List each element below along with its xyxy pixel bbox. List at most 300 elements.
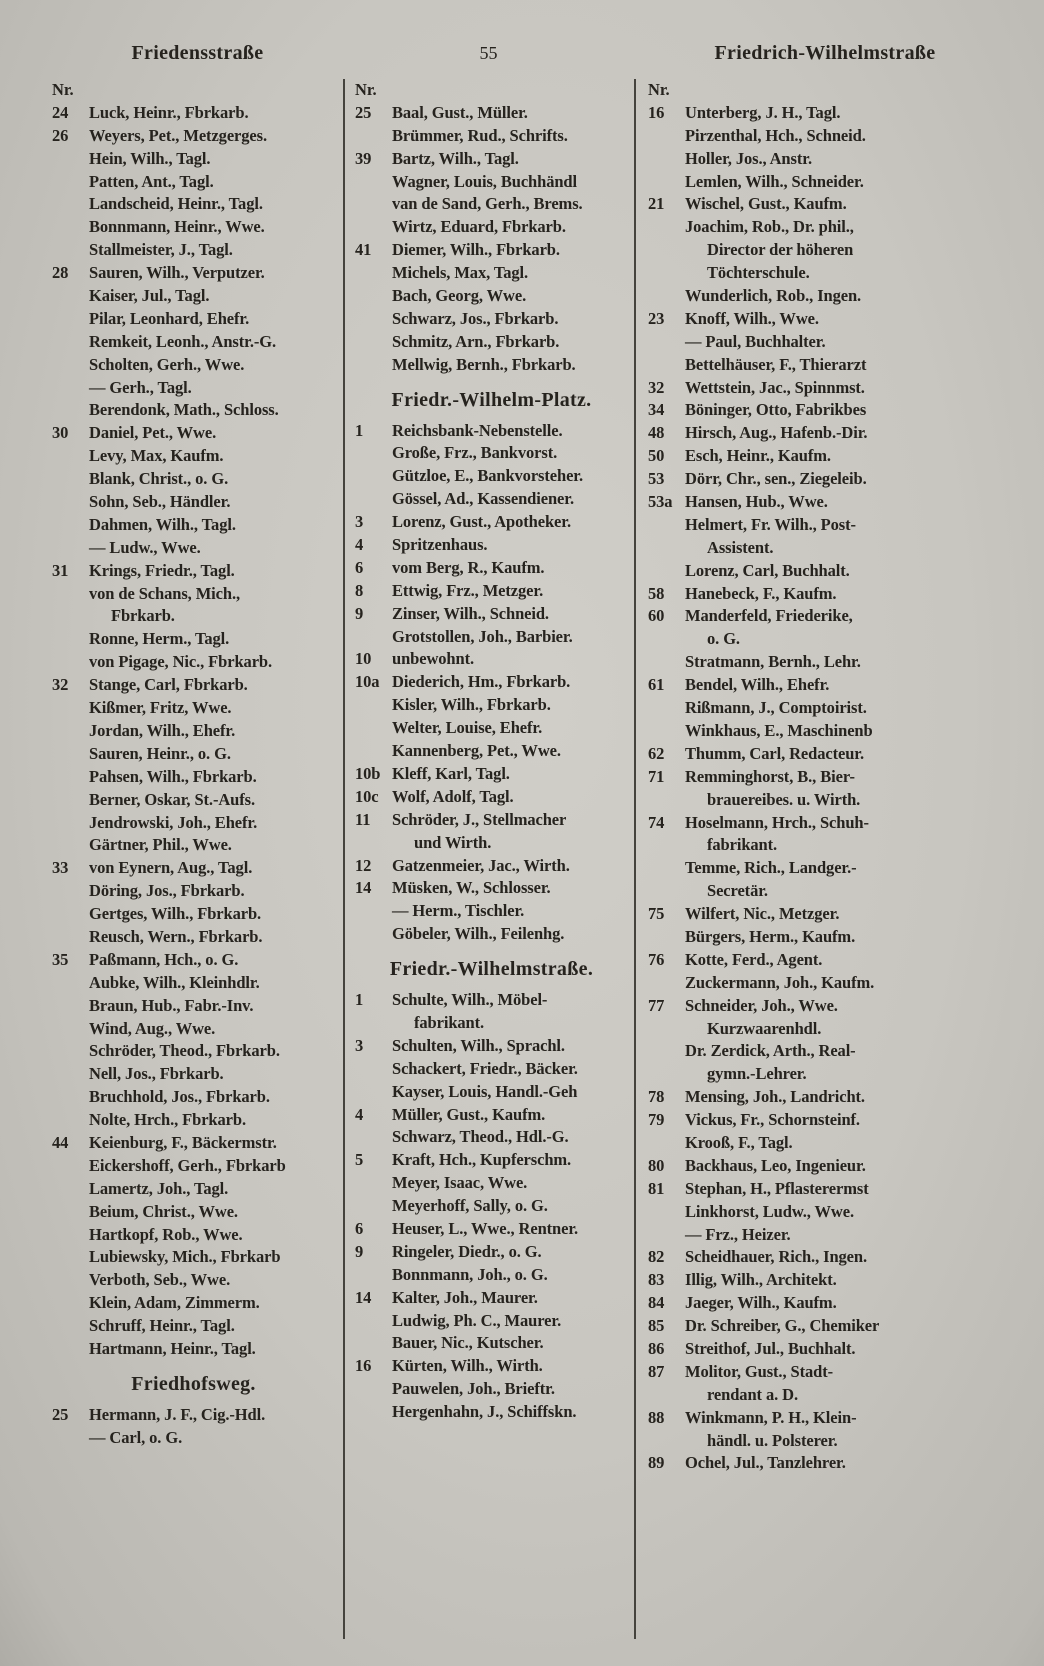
- directory-entry-continuation: [52, 995, 335, 1018]
- entry-text: Braun, Hub., Fabr.-Inv.: [89, 995, 254, 1015]
- house-number: 58: [648, 583, 665, 603]
- directory-entry-continuation: [355, 171, 628, 194]
- house-number: 1: [355, 420, 364, 440]
- house-number: 25: [355, 102, 372, 122]
- directory-entry: [648, 422, 1016, 445]
- entry-text: — Carl, o. G.: [89, 1427, 183, 1447]
- entry-text: Manderfeld, Friederike,: [685, 606, 853, 626]
- entry-text: Hartmann, Heinr., Tagl.: [89, 1338, 256, 1358]
- directory-entry-continuation: [648, 216, 1016, 239]
- directory-entry: [648, 193, 1016, 216]
- directory-entry-continuation: [52, 239, 335, 262]
- directory-entry-continuation: [355, 442, 628, 465]
- column-head: Nr.: [355, 80, 377, 99]
- entry-text: Wolf, Adolf, Tagl.: [392, 786, 514, 806]
- entry-text: Gützloe, E., Bankvorsteher.: [392, 466, 584, 486]
- directory-entry-continuation: [355, 694, 628, 717]
- entry-text: Ringeler, Diedr., o. G.: [392, 1241, 542, 1261]
- entry-text: Temme, Rich., Landger.-: [685, 858, 857, 878]
- entry-text: van de Sand, Gerh., Brems.: [392, 194, 583, 214]
- entry-text: Assistent.: [707, 537, 774, 557]
- directory-entry-wrap: [648, 1063, 1016, 1086]
- entry-text: Kisler, Wilh., Fbrkarb.: [392, 695, 551, 715]
- entry-text: Gertges, Wilh., Fbrkarb.: [89, 904, 262, 924]
- directory-entry-continuation: [355, 193, 628, 216]
- directory-entry-continuation: [648, 972, 1016, 995]
- directory-entry: [355, 1287, 628, 1310]
- entry-text: Grotstollen, Joh., Barbier.: [392, 626, 573, 646]
- directory-entry-continuation: [648, 125, 1016, 148]
- entry-text: Stephan, H., Pflasterermst: [685, 1178, 869, 1198]
- directory-entry: [648, 468, 1016, 491]
- entry-text: unbewohnt.: [392, 649, 474, 669]
- house-number: 25: [52, 1404, 69, 1424]
- entry-text: Illig, Wilh., Architekt.: [685, 1270, 837, 1290]
- directory-entry-continuation: [355, 740, 628, 763]
- entry-text: Schmitz, Arn., Fbrkarb.: [392, 331, 560, 351]
- directory-entry-continuation: [52, 399, 335, 422]
- entry-text: Krooß, F., Tagl.: [685, 1132, 793, 1152]
- house-number: 88: [648, 1407, 665, 1427]
- house-number: 85: [648, 1316, 665, 1336]
- entry-text: Wischel, Gust., Kaufm.: [685, 194, 847, 214]
- entry-text: Lamertz, Joh., Tagl.: [89, 1178, 229, 1198]
- entry-text: Knoff, Wilh., Wwe.: [685, 308, 819, 328]
- directory-entry-continuation: [355, 262, 628, 285]
- entry-text: Keienburg, F., Bäckermstr.: [89, 1132, 277, 1152]
- entry-text: Müsken, W., Schlosser.: [392, 878, 551, 898]
- entry-text: Blank, Christ., o. G.: [89, 469, 229, 489]
- directory-entry-continuation: [52, 628, 335, 651]
- directory-entry-continuation: [355, 717, 628, 740]
- directory-entry: [355, 557, 628, 580]
- entry-text: Pauwelen, Joh., Brieftr.: [392, 1379, 555, 1399]
- directory-entry-continuation: [355, 488, 628, 511]
- entry-text: Hanebeck, F., Kaufm.: [685, 583, 837, 603]
- directory-entry: [52, 560, 335, 583]
- entry-text: Luck, Heinr., Fbrkarb.: [89, 102, 249, 122]
- directory-entry-continuation: [52, 468, 335, 491]
- entry-text: Baal, Gust., Müller.: [392, 102, 528, 122]
- entry-text: Holler, Jos., Anstr.: [685, 148, 812, 168]
- entry-text: Eickershoff, Gerh., Fbrkarb: [89, 1155, 286, 1175]
- directory-entry: [648, 1155, 1016, 1178]
- entry-text: Kaiser, Jul., Tagl.: [89, 286, 210, 306]
- directory-entry-continuation: [355, 216, 628, 239]
- directory-entry-continuation: [52, 903, 335, 926]
- entry-text: Hergenhahn, J., Schiffskn.: [392, 1402, 577, 1422]
- column-head: Nr.: [648, 80, 670, 99]
- entry-text: von Pigage, Nic., Fbrkarb.: [89, 652, 273, 672]
- house-number: 30: [52, 423, 69, 443]
- entry-text: Patten, Ant., Tagl.: [89, 171, 214, 191]
- house-number: 75: [648, 904, 665, 924]
- house-number: 14: [355, 878, 372, 898]
- entry-text: o. G.: [707, 629, 740, 649]
- directory-entry-continuation: [52, 1109, 335, 1132]
- entry-text: Kleff, Karl, Tagl.: [392, 763, 510, 783]
- entry-text: Mellwig, Bernh., Fbrkarb.: [392, 354, 576, 374]
- entry-text: Dahmen, Wilh., Tagl.: [89, 514, 236, 534]
- house-number: 87: [648, 1361, 665, 1381]
- entry-text: Hein, Wilh., Tagl.: [89, 148, 211, 168]
- entry-text: Wind, Aug., Wwe.: [89, 1018, 216, 1038]
- directory-entry: [648, 903, 1016, 926]
- entry-text: Gössel, Ad., Kassendiener.: [392, 489, 574, 509]
- entry-text: Kalter, Joh., Maurer.: [392, 1287, 538, 1307]
- entry-text: Reichsbank-Nebenstelle.: [392, 420, 563, 440]
- directory-entry-continuation: [52, 697, 335, 720]
- directory-entry-continuation: [355, 1195, 628, 1218]
- directory-entry: [355, 102, 628, 125]
- entry-text: Heuser, L., Wwe., Rentner.: [392, 1218, 579, 1238]
- directory-entry: [648, 812, 1016, 835]
- entry-text: Hirsch, Aug., Hafenb.-Dir.: [685, 423, 868, 443]
- house-number: 80: [648, 1155, 665, 1175]
- house-number: 76: [648, 949, 665, 969]
- entry-text: Brümmer, Rud., Schrifts.: [392, 125, 568, 145]
- entry-text: gymn.-Lehrer.: [707, 1064, 807, 1084]
- entry-text: Sauren, Wilh., Verputzer.: [89, 263, 265, 283]
- directory-entry-continuation: [355, 1310, 628, 1333]
- entry-text: Helmert, Fr. Wilh., Post-: [685, 514, 856, 534]
- directory-column: [634, 79, 1016, 1639]
- entry-text: — Gerh., Tagl.: [89, 377, 192, 397]
- directory-entry-continuation: [52, 331, 335, 354]
- house-number: 4: [355, 1104, 364, 1124]
- section-header: Friedr.-Wilhelm-Platz.: [391, 388, 592, 411]
- entry-text: Winkhaus, E., Maschinenb: [685, 720, 873, 740]
- directory-entry: [355, 809, 628, 832]
- house-number: 77: [648, 995, 665, 1015]
- directory-entry: [355, 1104, 628, 1127]
- directory-entry-continuation: [355, 354, 628, 377]
- directory-entry-continuation: [52, 1086, 335, 1109]
- directory-entry-continuation: [648, 171, 1016, 194]
- entry-text: Remminghorst, B., Bier-: [685, 766, 855, 786]
- entry-text: Aubke, Wilh., Kleinhdlr.: [89, 972, 260, 992]
- entry-text: Lorenz, Gust., Apotheker.: [392, 512, 572, 532]
- entry-text: Sauren, Heinr., o. G.: [89, 743, 231, 763]
- entry-text: Göbeler, Wilh., Feilenhg.: [392, 924, 565, 944]
- entry-text: Lubiewsky, Mich., Fbrkarb: [89, 1247, 281, 1267]
- column-head: Nr.: [52, 80, 74, 99]
- entry-text: Molitor, Gust., Stadt-: [685, 1361, 833, 1381]
- section-header: Friedhofsweg.: [131, 1372, 256, 1395]
- directory-entry: [648, 1246, 1016, 1269]
- directory-entry: [648, 1178, 1016, 1201]
- entry-text: Jordan, Wilh., Ehefr.: [89, 720, 236, 740]
- house-number: 9: [355, 603, 364, 623]
- directory-entry: [355, 603, 628, 626]
- entry-text: Große, Frz., Bankvorst.: [392, 443, 558, 463]
- entry-text: Wagner, Louis, Buchhändl: [392, 171, 577, 191]
- directory-entry-continuation: [52, 1018, 335, 1041]
- entry-text: Ettwig, Frz., Metzger.: [392, 580, 544, 600]
- directory-entry: [648, 491, 1016, 514]
- house-number: 82: [648, 1247, 665, 1267]
- directory-entry-continuation: [52, 834, 335, 857]
- entry-text: von Eynern, Aug., Tagl.: [89, 858, 253, 878]
- directory-entry: [355, 671, 628, 694]
- entry-text: Verboth, Seb., Wwe.: [89, 1270, 231, 1290]
- directory-entry-wrap: [355, 1012, 628, 1035]
- house-number: 32: [648, 377, 665, 397]
- directory-entry-continuation: [52, 766, 335, 789]
- directory-entry: [355, 1241, 628, 1264]
- house-number: 24: [52, 102, 69, 122]
- entry-text: — Frz., Heizer.: [685, 1224, 791, 1244]
- house-number: 35: [52, 949, 69, 969]
- house-number: 84: [648, 1293, 665, 1313]
- entry-text: Beium, Christ., Wwe.: [89, 1201, 238, 1221]
- house-number: 71: [648, 766, 665, 786]
- directory-entry: [52, 422, 335, 445]
- entry-text: vom Berg, R., Kaufm.: [392, 557, 545, 577]
- directory-column: [343, 79, 634, 1639]
- entry-text: Scheidhauer, Rich., Ingen.: [685, 1247, 867, 1267]
- entry-text: Schwarz, Jos., Fbrkarb.: [392, 308, 559, 328]
- house-number: 16: [355, 1356, 372, 1376]
- directory-entry: [648, 399, 1016, 422]
- directory-entry: [648, 1109, 1016, 1132]
- entry-text: Gärtner, Phil., Wwe.: [89, 835, 232, 855]
- directory-entry-continuation: [648, 857, 1016, 880]
- directory-columns: [52, 79, 1016, 1639]
- directory-column: [52, 79, 343, 1639]
- entry-text: Mensing, Joh., Landricht.: [685, 1087, 865, 1107]
- house-number: 86: [648, 1338, 665, 1358]
- entry-text: Döring, Jos., Fbrkarb.: [89, 881, 245, 901]
- directory-entry-continuation: [648, 697, 1016, 720]
- directory-entry: [355, 420, 628, 443]
- entry-text: Schneider, Joh., Wwe.: [685, 995, 838, 1015]
- directory-entry-continuation: [648, 1132, 1016, 1155]
- directory-entry: [355, 534, 628, 557]
- directory-entry-continuation: [52, 880, 335, 903]
- directory-entry: [355, 239, 628, 262]
- house-number: 23: [648, 308, 665, 328]
- entry-text: Kürten, Wilh., Wirth.: [392, 1356, 543, 1376]
- house-number: 79: [648, 1110, 665, 1130]
- directory-entry-continuation: [52, 1246, 335, 1269]
- house-number: 6: [355, 1218, 364, 1238]
- directory-entry: [52, 1132, 335, 1155]
- entry-text: fabrikant.: [707, 835, 778, 855]
- entry-text: Hoselmann, Hrch., Schuh-: [685, 812, 869, 832]
- entry-text: Director der höheren: [707, 240, 854, 260]
- house-number: 10a: [355, 672, 380, 692]
- directory-entry-wrap: [648, 262, 1016, 285]
- entry-text: Daniel, Pet., Wwe.: [89, 423, 217, 443]
- directory-entry-continuation: [52, 193, 335, 216]
- directory-entry-continuation: [52, 743, 335, 766]
- house-number: 44: [52, 1132, 69, 1152]
- directory-entry-continuation: [648, 514, 1016, 537]
- directory-entry-continuation: [355, 923, 628, 946]
- house-number: 10b: [355, 763, 381, 783]
- entry-text: Diederich, Hm., Fbrkarb.: [392, 672, 571, 692]
- directory-entry-continuation: [355, 125, 628, 148]
- entry-text: rendant a. D.: [707, 1384, 798, 1404]
- house-number: 50: [648, 446, 665, 466]
- section-header: Friedr.-Wilhelmstraße.: [389, 958, 594, 981]
- entry-text: Wirtz, Eduard, Fbrkarb.: [392, 217, 566, 237]
- entry-text: Remkeit, Leonh., Anstr.-G.: [89, 331, 277, 351]
- directory-entry: [52, 949, 335, 972]
- entry-text: Diemer, Wilh., Fbrkarb.: [392, 240, 560, 260]
- entry-text: Hansen, Hub., Wwe.: [685, 492, 828, 512]
- directory-entry-continuation: [648, 331, 1016, 354]
- directory-entry-wrap: [648, 880, 1016, 903]
- directory-entry-continuation: [355, 285, 628, 308]
- entry-text: Zuckermann, Joh., Kaufm.: [685, 972, 875, 992]
- house-number: 11: [355, 809, 371, 829]
- directory-entry-continuation: [648, 720, 1016, 743]
- house-number: 14: [355, 1287, 372, 1307]
- directory-entry-continuation: [355, 331, 628, 354]
- directory-entry: [648, 1452, 1016, 1475]
- entry-text: Berner, Oskar, St.-Aufs.: [89, 789, 255, 809]
- directory-entry-wrap: [648, 1018, 1016, 1041]
- house-number: 31: [52, 560, 69, 580]
- directory-entry: [355, 511, 628, 534]
- entry-text: Pirzenthal, Hch., Schneid.: [685, 125, 866, 145]
- entry-text: Bach, Georg, Wwe.: [392, 286, 527, 306]
- directory-entry: [648, 1338, 1016, 1361]
- directory-entry-continuation: [52, 491, 335, 514]
- directory-entry: [648, 1315, 1016, 1338]
- entry-text: Jaeger, Wilh., Kaufm.: [685, 1293, 837, 1313]
- directory-entry-continuation: [355, 900, 628, 923]
- directory-entry: [355, 1035, 628, 1058]
- directory-entry-wrap: [52, 605, 335, 628]
- entry-text: Böninger, Otto, Fabrikbes: [685, 400, 867, 420]
- house-number: 89: [648, 1453, 665, 1473]
- directory-entry-continuation: [648, 560, 1016, 583]
- directory-entry: [648, 766, 1016, 789]
- house-number: 28: [52, 263, 69, 283]
- directory-entry: [648, 743, 1016, 766]
- directory-entry-continuation: [355, 308, 628, 331]
- entry-text: Thumm, Carl, Redacteur.: [685, 743, 865, 763]
- directory-entry: [648, 102, 1016, 125]
- entry-text: Stange, Carl, Fbrkarb.: [89, 675, 248, 695]
- entry-text: Welter, Louise, Ehefr.: [392, 718, 543, 738]
- street-header-left: Friedensstraße: [131, 42, 264, 64]
- entry-text: Reusch, Wern., Fbrkarb.: [89, 926, 263, 946]
- directory-entry-continuation: [355, 626, 628, 649]
- entry-text: Kayser, Louis, Handl.-Geh: [392, 1081, 578, 1101]
- directory-entry: [52, 102, 335, 125]
- directory-entry-continuation: [52, 514, 335, 537]
- directory-entry-continuation: [52, 1427, 335, 1450]
- house-number: 6: [355, 557, 364, 577]
- entry-text: Landscheid, Heinr., Tagl.: [89, 194, 263, 214]
- directory-entry-continuation: [355, 1172, 628, 1195]
- directory-entry-continuation: [355, 465, 628, 488]
- entry-text: Schröder, Theod., Fbrkarb.: [89, 1041, 280, 1061]
- entry-text: Sohn, Seb., Händler.: [89, 492, 231, 512]
- directory-entry-continuation: [52, 1224, 335, 1247]
- entry-text: Kurzwaarenhdl.: [707, 1018, 822, 1038]
- house-number: 3: [355, 1035, 364, 1055]
- directory-entry-continuation: [355, 1264, 628, 1287]
- directory-entry-continuation: [52, 171, 335, 194]
- entry-text: Kotte, Ferd., Agent.: [685, 949, 823, 969]
- directory-entry-continuation: [52, 1063, 335, 1086]
- house-number: 83: [648, 1270, 665, 1290]
- directory-entry-continuation: [52, 308, 335, 331]
- entry-text: Winkmann, P. H., Klein-: [685, 1407, 857, 1427]
- entry-text: Schulten, Wilh., Sprachl.: [392, 1035, 565, 1055]
- directory-entry-continuation: [648, 354, 1016, 377]
- directory-entry-continuation: [648, 1224, 1016, 1247]
- entry-text: Dr. Schreiber, G., Chemiker: [685, 1316, 880, 1336]
- directory-entry-continuation: [52, 537, 335, 560]
- directory-entry: [52, 674, 335, 697]
- directory-entry-continuation: [52, 216, 335, 239]
- directory-entry: [355, 989, 628, 1012]
- directory-entry-continuation: [52, 720, 335, 743]
- entry-text: Streithof, Jul., Buchhalt.: [685, 1338, 856, 1358]
- entry-text: Linkhorst, Ludw., Wwe.: [685, 1201, 854, 1221]
- house-number: 16: [648, 102, 665, 122]
- entry-text: Bauer, Nic., Kutscher.: [392, 1333, 544, 1353]
- directory-entry: [648, 605, 1016, 628]
- entry-text: Kißmer, Fritz, Wwe.: [89, 698, 232, 718]
- entry-text: Bartz, Wilh., Tagl.: [392, 148, 519, 168]
- entry-text: Nolte, Hrch., Fbrkarb.: [89, 1110, 246, 1130]
- entry-text: fabrikant.: [414, 1012, 485, 1032]
- directory-entry-continuation: [355, 1401, 628, 1424]
- house-number: 61: [648, 675, 665, 695]
- entry-text: Kannenberg, Pet., Wwe.: [392, 741, 561, 761]
- directory-entry: [648, 1086, 1016, 1109]
- directory-entry: [648, 377, 1016, 400]
- house-number: 5: [355, 1150, 364, 1170]
- house-number: 81: [648, 1178, 665, 1198]
- entry-text: Lemlen, Wilh., Schneider.: [685, 171, 864, 191]
- entry-text: Berendonk, Math., Schloss.: [89, 400, 279, 420]
- house-number: 9: [355, 1241, 364, 1261]
- directory-entry: [355, 1149, 628, 1172]
- directory-entry-wrap: [648, 1384, 1016, 1407]
- entry-text: Weyers, Pet., Metzgerges.: [89, 125, 267, 145]
- entry-text: — Herm., Tischler.: [392, 901, 525, 921]
- entry-text: Schruff, Heinr., Tagl.: [89, 1316, 235, 1336]
- directory-entry: [355, 877, 628, 900]
- house-number: 41: [355, 240, 372, 260]
- entry-text: Schackert, Friedr., Bäcker.: [392, 1058, 578, 1078]
- entry-text: Secretär.: [707, 881, 768, 901]
- entry-text: Pilar, Leonhard, Ehefr.: [89, 308, 250, 328]
- directory-entry-continuation: [648, 1201, 1016, 1224]
- directory-entry-continuation: [52, 926, 335, 949]
- entry-text: — Ludw., Wwe.: [89, 537, 201, 557]
- directory-entry: [648, 1269, 1016, 1292]
- directory-entry: [648, 308, 1016, 331]
- entry-text: Wunderlich, Rob., Ingen.: [685, 286, 862, 306]
- directory-entry-wrap: [648, 834, 1016, 857]
- directory-entry-continuation: [52, 1292, 335, 1315]
- directory-entry-continuation: [52, 1201, 335, 1224]
- entry-text: Bonnmann, Joh., o. G.: [392, 1264, 548, 1284]
- house-number: 48: [648, 423, 665, 443]
- entry-text: Müller, Gust., Kaufm.: [392, 1104, 546, 1124]
- directory-entry-continuation: [648, 285, 1016, 308]
- entry-text: Ronne, Herm., Tagl.: [89, 629, 230, 649]
